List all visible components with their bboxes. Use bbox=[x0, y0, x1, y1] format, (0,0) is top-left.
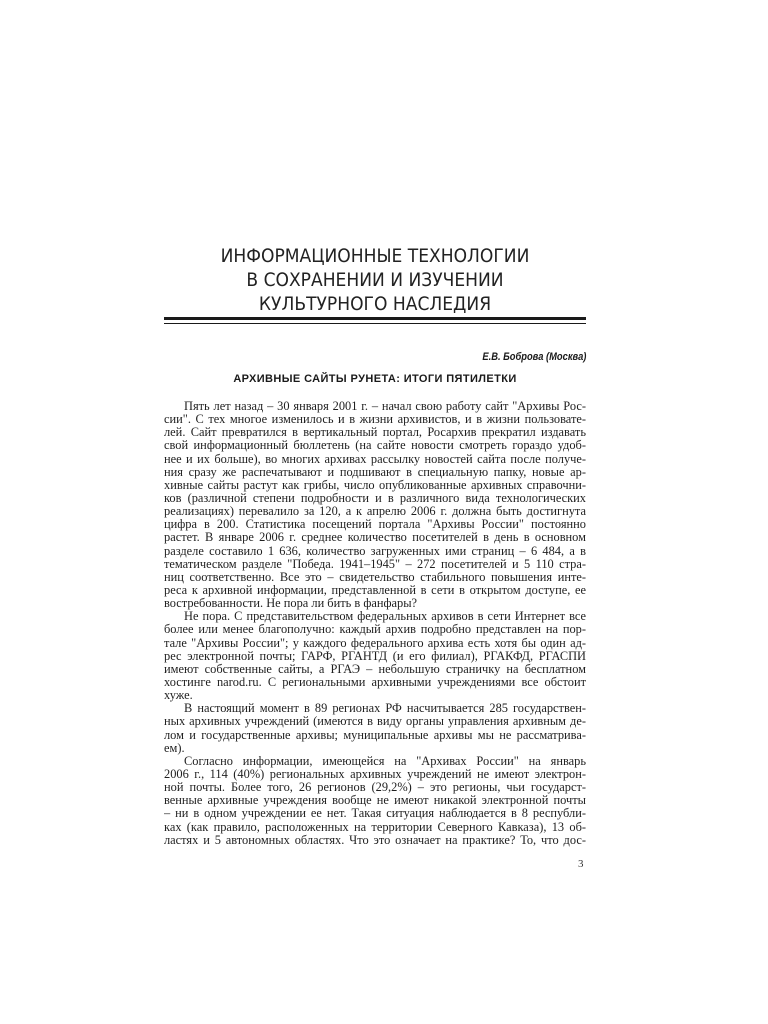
body-line: тале "Архивы России"; у каждого федерального архива есть хотя бы один ад- bbox=[164, 636, 586, 650]
body-line: растет. В январе 2006 г. среднее количество посетителей в день в основном bbox=[164, 531, 586, 545]
body-line: хостинге narod.ru. С региональными архивными учреждениями все обстоит bbox=[164, 675, 586, 689]
body-line: имеют собственные сайты, а РГАЭ – небольшую страничку на бесплатном bbox=[164, 662, 586, 676]
page-number: 3 bbox=[578, 858, 584, 870]
body-line: – ни в одном учреждении ее нет. Такая ситуация наблюдается в 8 республи- bbox=[164, 807, 586, 821]
article-title: АРХИВНЫЕ САЙТЫ РУНЕТА: ИТОГИ ПЯТИЛЕТКИ bbox=[233, 373, 517, 385]
section-title-line-3: КУЛЬТУРНОГО НАСЛЕДИЯ bbox=[258, 293, 492, 315]
body-line: Не пора. С представительством федеральных архивов в сети Интернет все bbox=[184, 610, 586, 624]
body-line: ков (различной степени подробности и в различного вида технологических bbox=[164, 491, 586, 505]
body-line: рес электронной почты; ГАРФ, РГАНТД (и его филиал), РГАКФД, РГАСПИ bbox=[164, 649, 586, 663]
body-line: Согласно информации, имеющейся на "Архивах России" на январь bbox=[184, 754, 586, 768]
body-line: венные архивные учреждения вообще не имеют никакой электронной почты bbox=[164, 794, 586, 808]
body-line: 2006 г., 114 (40%) региональных архивных учреждений не имеют электрон- bbox=[164, 767, 586, 781]
body-line: хивные сайты растут как грибы, число опубликованные архивных справочни- bbox=[164, 478, 586, 492]
body-line: реализациях) перевалило за 120, а к апрелю 2006 г. должна быть достигнута bbox=[164, 505, 586, 519]
body-line: нее и их больше), во многих архивах рассылку новостей сайта после получе- bbox=[164, 452, 586, 466]
body-line: ем). bbox=[164, 741, 185, 755]
section-title-line-1: ИНФОРМАЦИОННЫЕ ТЕХНОЛОГИИ bbox=[220, 245, 530, 267]
body-line: хуже. bbox=[164, 689, 193, 703]
body-line: разделе составило 1 636, количество загруженных ими страниц – 6 484, а в bbox=[164, 544, 586, 558]
body-line: ной почты. Более того, 26 регионов (29,2%) – это регионы, чьи государст- bbox=[164, 781, 586, 795]
body-line: ластях и 5 автономных областях. Что это означает на практике? То, что дос- bbox=[164, 833, 586, 847]
body-line: тематическом разделе "Победа. 1941–1945" – 272 посетителей и 5 110 стра- bbox=[164, 557, 586, 571]
body-line: ниц соответственно. Все это – свидетельство стабильного повышения инте- bbox=[164, 570, 586, 584]
title-rule-thin bbox=[164, 323, 586, 324]
body-line: сии". С тех многое изменилось и в жизни архивистов, и в жизни пользовате- bbox=[164, 413, 586, 427]
title-rule-thick bbox=[164, 317, 586, 320]
body-line: цифра в 200. Статистика посещений портала "Архивы России" постоянно bbox=[164, 518, 586, 532]
body-line: ных архивных учреждений (имеются в виду органы управления архивным де- bbox=[164, 715, 586, 729]
body-line: лей. Сайт превратился в вертикальный портал, Росархив прекратил издавать bbox=[164, 426, 586, 440]
body-line: востребованности. Не пора ли бить в фанфары? bbox=[164, 597, 418, 611]
article-body bbox=[164, 400, 586, 847]
body-line: ния сразу же распечатывают и подшивают в специальную папку, новые ар- bbox=[164, 465, 586, 479]
author-byline: Е.В. Боброва (Москва) bbox=[481, 351, 586, 363]
body-line: свой информационный бюллетень (на сайте новости смотреть гораздо удоб- bbox=[164, 439, 586, 453]
body-line: Пять лет назад – 30 января 2001 г. – начал свою работу сайт "Архивы Рос- bbox=[184, 400, 586, 413]
body-line: более или менее благополучно: каждый архив подробно представлен на пор- bbox=[164, 623, 586, 637]
body-line: лом и государственные архивы; муниципальные архивы мы не рассматрива- bbox=[164, 728, 586, 742]
body-line: В настоящий момент в 89 регионах РФ насчитывается 285 государствен- bbox=[184, 702, 586, 716]
body-line: реса к архивной информации, представленной в сети в открытом доступе, ее bbox=[164, 583, 586, 597]
body-line: ках (как правило, расположенных на территории Северного Кавказа), 13 об- bbox=[164, 820, 586, 834]
section-title bbox=[185, 244, 565, 316]
section-title-line-2: В СОХРАНЕНИИ И ИЗУЧЕНИИ bbox=[246, 269, 504, 291]
